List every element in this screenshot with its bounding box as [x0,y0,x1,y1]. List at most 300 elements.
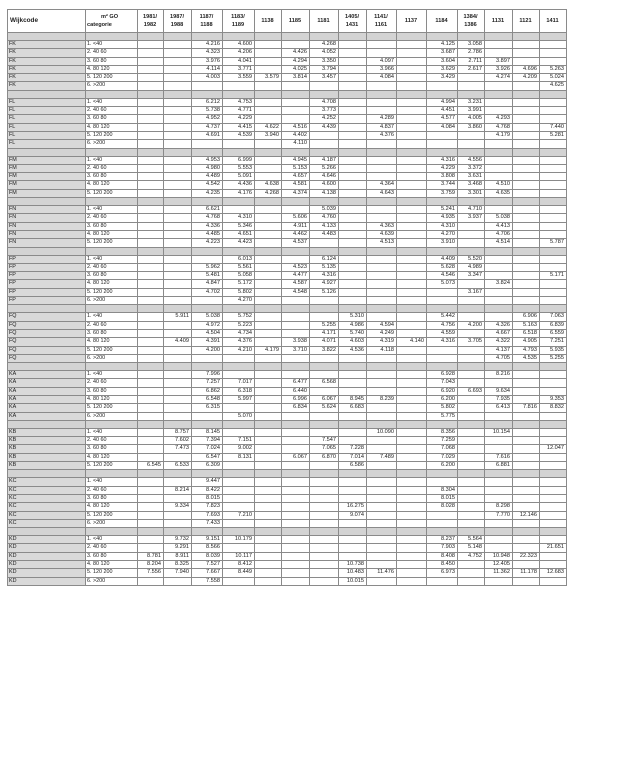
separator-cell [540,33,567,41]
value-cell [138,412,164,420]
separator-cell [513,420,540,428]
separator-cell [223,363,255,371]
value-cell: 5.073 [427,280,458,288]
value-cell [282,313,310,321]
separator-cell [192,420,223,428]
value-cell [164,82,192,90]
value-cell: 7.616 [485,453,513,461]
value-cell [164,49,192,57]
separator-cell [427,90,458,98]
value-cell [339,263,367,271]
value-cell [138,511,164,519]
separator-cell [427,420,458,428]
value-cell [282,437,310,445]
value-cell: 4.451 [427,107,458,115]
value-cell [485,107,513,115]
separator-cell [397,470,427,478]
value-cell [282,486,310,494]
value-cell [367,354,397,362]
category-cell: 4. 80 120 [86,230,138,238]
value-cell [458,82,485,90]
value-cell [138,230,164,238]
value-cell [513,536,540,544]
value-cell: 4.911 [282,222,310,230]
value-cell: 8.015 [192,494,223,502]
separator-cell [192,148,223,156]
value-cell [164,387,192,395]
value-cell [138,57,164,65]
value-cell: 3.350 [310,57,339,65]
value-cell: 4.753 [223,98,255,106]
separator-cell [427,148,458,156]
value-cell [282,98,310,106]
table-row [8,41,567,49]
value-cell: 6.477 [282,379,310,387]
separator-cell [427,528,458,536]
value-cell [339,255,367,263]
value-cell [339,65,367,73]
separator-cell [310,198,339,206]
category-cell: 1. <40 [86,536,138,544]
value-cell [164,329,192,337]
value-cell: 8.015 [427,494,458,502]
value-cell [282,354,310,362]
value-cell [540,280,567,288]
table-row [8,346,567,354]
value-cell [397,297,427,305]
value-cell [427,82,458,90]
value-cell [138,131,164,139]
value-cell: 4.513 [367,239,397,247]
value-cell: 9.353 [540,395,567,403]
table-row [8,313,567,321]
wijkcode-cell: FK [8,65,86,73]
separator-cell [540,247,567,255]
section-separator [8,363,567,371]
value-cell [397,173,427,181]
category-cell: 5. 120 200 [86,346,138,354]
value-cell [485,494,513,502]
value-cell: 4.945 [282,156,310,164]
wijkcode-cell: FN [8,206,86,214]
wijkcode-cell: KB [8,428,86,436]
wijkcode-cell: FP [8,272,86,280]
value-cell [540,255,567,263]
value-cell [540,263,567,271]
value-cell [397,552,427,560]
value-cell [255,140,282,148]
value-cell: 4.542 [192,181,223,189]
value-cell: 3.976 [192,57,223,65]
value-cell [540,288,567,296]
value-cell [255,379,282,387]
separator-cell [223,90,255,98]
column-header [164,10,192,33]
table-row [8,280,567,288]
value-cell [192,255,223,263]
table-row [8,462,567,470]
value-cell [367,49,397,57]
value-cell [138,354,164,362]
separator-cell [485,305,513,313]
value-cell: 3.559 [223,74,255,82]
value-cell [164,395,192,403]
value-cell [223,206,255,214]
value-cell: 8.039 [192,552,223,560]
value-cell [282,255,310,263]
category-cell: 5. 120 200 [86,74,138,82]
value-cell [255,107,282,115]
value-cell: 2.617 [458,65,485,73]
table-row [8,511,567,519]
separator-cell [223,198,255,206]
separator-cell [255,470,282,478]
value-cell: 4.483 [310,230,339,238]
wijkcode-cell: KA [8,387,86,395]
value-cell [282,494,310,502]
separator-cell [339,33,367,41]
value-cell [255,239,282,247]
value-cell [427,478,458,486]
value-cell: 3.771 [223,65,255,73]
wijkcode-cell: KB [8,437,86,445]
value-cell [397,445,427,453]
value-cell: 4.336 [192,222,223,230]
separator-cell [164,420,192,428]
value-cell [339,486,367,494]
value-cell: 10.948 [485,552,513,560]
value-cell: 8.325 [164,561,192,569]
separator-cell [485,470,513,478]
value-cell: 6.996 [282,395,310,403]
value-cell [513,577,540,585]
value-cell: 7.014 [339,453,367,461]
value-cell [513,255,540,263]
value-cell: 4.600 [310,181,339,189]
value-cell [339,478,367,486]
value-cell [138,181,164,189]
value-cell: 4.326 [485,321,513,329]
separator-cell [223,148,255,156]
value-cell: 4.768 [192,214,223,222]
value-cell [397,379,427,387]
value-cell [164,346,192,354]
value-cell [310,544,339,552]
value-cell [540,511,567,519]
value-cell [310,519,339,527]
wijkcode-cell: FL [8,115,86,123]
value-cell: 5.962 [192,263,223,271]
separator-cell [485,247,513,255]
value-cell [458,577,485,585]
value-cell [458,379,485,387]
value-cell: 5.241 [427,206,458,214]
column-header-line: 1384/ [463,14,478,20]
category-cell: 4. 80 120 [86,123,138,131]
value-cell: 3.794 [310,65,339,73]
value-cell: 5.091 [223,173,255,181]
value-cell [397,107,427,115]
value-cell: 10.117 [223,552,255,560]
value-cell: 3.429 [427,74,458,82]
value-cell: 4.539 [223,131,255,139]
value-cell [223,519,255,527]
separator-cell [513,148,540,156]
value-cell: 6.200 [427,462,458,470]
value-cell: 6.862 [192,387,223,395]
value-cell: 7.029 [427,453,458,461]
value-cell [540,98,567,106]
value-cell [255,206,282,214]
value-cell: 4.638 [255,181,282,189]
separator-cell [485,90,513,98]
value-cell: 8.945 [339,395,367,403]
header-wijkcode: Wijkcode [8,10,86,33]
value-cell [458,313,485,321]
table-row [8,214,567,222]
value-cell: 4.223 [192,239,223,247]
separator-cell [86,528,138,536]
value-cell: 5.935 [540,346,567,354]
wijkcode-cell: FL [8,98,86,106]
separator-cell [485,33,513,41]
column-header [282,10,310,33]
separator-cell [255,90,282,98]
value-cell: 4.477 [282,272,310,280]
column-header-line: 1131 [491,18,505,24]
value-cell [223,140,255,148]
column-header [540,10,567,33]
value-cell [339,280,367,288]
value-cell: 4.274 [485,74,513,82]
value-cell: 4.972 [192,321,223,329]
value-cell [367,82,397,90]
separator-cell [255,305,282,313]
value-cell: 8.298 [485,503,513,511]
value-cell [367,297,397,305]
value-cell [458,329,485,337]
category-cell: 4. 80 120 [86,561,138,569]
separator-cell [397,33,427,41]
value-cell: 21.651 [540,544,567,552]
value-cell [339,98,367,106]
value-cell [138,379,164,387]
separator-cell [397,90,427,98]
value-cell [513,189,540,197]
value-cell [255,371,282,379]
category-cell: 3. 60 80 [86,552,138,560]
value-cell: 8.131 [223,453,255,461]
value-cell: 5.310 [339,313,367,321]
value-cell: 3.372 [458,164,485,172]
value-cell [540,536,567,544]
value-cell: 5.624 [310,404,339,412]
table-row [8,404,567,412]
value-cell: 4.114 [192,65,223,73]
value-cell: 5.038 [485,214,513,222]
value-cell [397,131,427,139]
value-cell [485,445,513,453]
value-cell: 4.523 [282,263,310,271]
value-cell [397,503,427,511]
value-cell: 4.041 [223,57,255,65]
separator-cell [255,363,282,371]
separator-cell [138,420,164,428]
value-cell: 4.504 [192,329,223,337]
value-cell [255,519,282,527]
separator-cell [367,90,397,98]
wijkcode-cell: KD [8,569,86,577]
value-cell [458,230,485,238]
separator-cell [164,148,192,156]
value-cell [138,437,164,445]
category-cell: 6. >200 [86,519,138,527]
value-cell [540,453,567,461]
value-cell [138,536,164,544]
value-cell [339,494,367,502]
separator-cell [8,198,86,206]
value-cell [397,156,427,164]
value-cell: 7.903 [427,544,458,552]
table-row [8,156,567,164]
value-cell: 4.439 [310,123,339,131]
wijkcode-cell: KA [8,371,86,379]
wijkcode-cell: FP [8,288,86,296]
column-header-line: 1184 [435,18,448,24]
value-cell: 5.223 [223,321,255,329]
value-cell: 6.200 [427,395,458,403]
value-cell [282,552,310,560]
value-cell [255,503,282,511]
value-cell: 4.587 [282,280,310,288]
separator-cell [164,528,192,536]
value-cell [310,511,339,519]
wijkcode-cell: FL [8,107,86,115]
value-cell [339,49,367,57]
value-cell [540,115,567,123]
value-cell [485,206,513,214]
value-cell [458,395,485,403]
value-cell [397,371,427,379]
value-cell [485,577,513,585]
value-cell: 10.015 [339,577,367,585]
value-cell [255,577,282,585]
value-cell: 7.770 [485,511,513,519]
table-body [8,33,567,586]
value-cell [282,428,310,436]
value-cell [513,49,540,57]
column-header [138,10,164,33]
value-cell: 5.911 [164,313,192,321]
separator-cell [310,305,339,313]
wijkcode-cell: KD [8,561,86,569]
wijkcode-cell: FQ [8,313,86,321]
section-separator [8,305,567,313]
value-cell: 4.084 [427,123,458,131]
value-cell: 2.786 [458,49,485,57]
value-cell [138,329,164,337]
value-cell [397,428,427,436]
separator-cell [458,305,485,313]
category-cell: 2. 40 60 [86,107,138,115]
separator-cell [339,420,367,428]
value-cell: 6.067 [282,453,310,461]
value-cell: 8.911 [164,552,192,560]
value-cell: 3.938 [282,338,310,346]
separator-cell [86,363,138,371]
value-cell [513,395,540,403]
value-cell: 4.293 [485,115,513,123]
value-cell: 4.625 [540,82,567,90]
value-cell: 4.316 [310,272,339,280]
value-cell: 5.255 [310,321,339,329]
header-m2go: m² GO [101,14,119,20]
value-cell: 3.822 [310,346,339,354]
separator-cell [282,420,310,428]
value-cell: 4.600 [223,41,255,49]
separator-cell [485,198,513,206]
value-cell [164,115,192,123]
separator-cell [540,305,567,313]
value-cell [255,478,282,486]
value-cell [397,321,427,329]
value-cell: 6.545 [138,462,164,470]
value-cell [164,65,192,73]
value-cell [282,561,310,569]
value-cell: 3.058 [458,41,485,49]
value-cell [339,428,367,436]
value-cell: 4.118 [367,346,397,354]
separator-cell [485,420,513,428]
value-cell: 10.483 [339,569,367,577]
separator-cell [458,198,485,206]
header-category [86,10,138,33]
value-cell: 5.263 [540,65,567,73]
value-cell [339,412,367,420]
value-cell [540,57,567,65]
column-header [427,10,458,33]
value-cell [397,494,427,502]
value-cell: 4.485 [192,230,223,238]
value-cell: 4.200 [192,346,223,354]
value-cell [458,222,485,230]
value-cell [138,74,164,82]
value-cell [367,519,397,527]
value-cell [164,123,192,131]
value-cell: 4.071 [310,338,339,346]
value-cell [138,395,164,403]
value-cell: 8.412 [223,561,255,569]
value-cell [255,214,282,222]
value-cell [540,387,567,395]
value-cell: 8.216 [485,371,513,379]
wijkcode-cell: FN [8,239,86,247]
value-cell [397,313,427,321]
value-cell [397,41,427,49]
value-cell [223,503,255,511]
value-cell: 4.847 [192,280,223,288]
value-cell [397,354,427,362]
value-cell: 4.402 [282,131,310,139]
value-cell [138,272,164,280]
value-cell [164,239,192,247]
value-cell: 7.940 [164,569,192,577]
value-cell: 3.940 [255,131,282,139]
value-cell [255,222,282,230]
value-cell [513,107,540,115]
value-cell [513,140,540,148]
value-cell: 3.937 [458,214,485,222]
